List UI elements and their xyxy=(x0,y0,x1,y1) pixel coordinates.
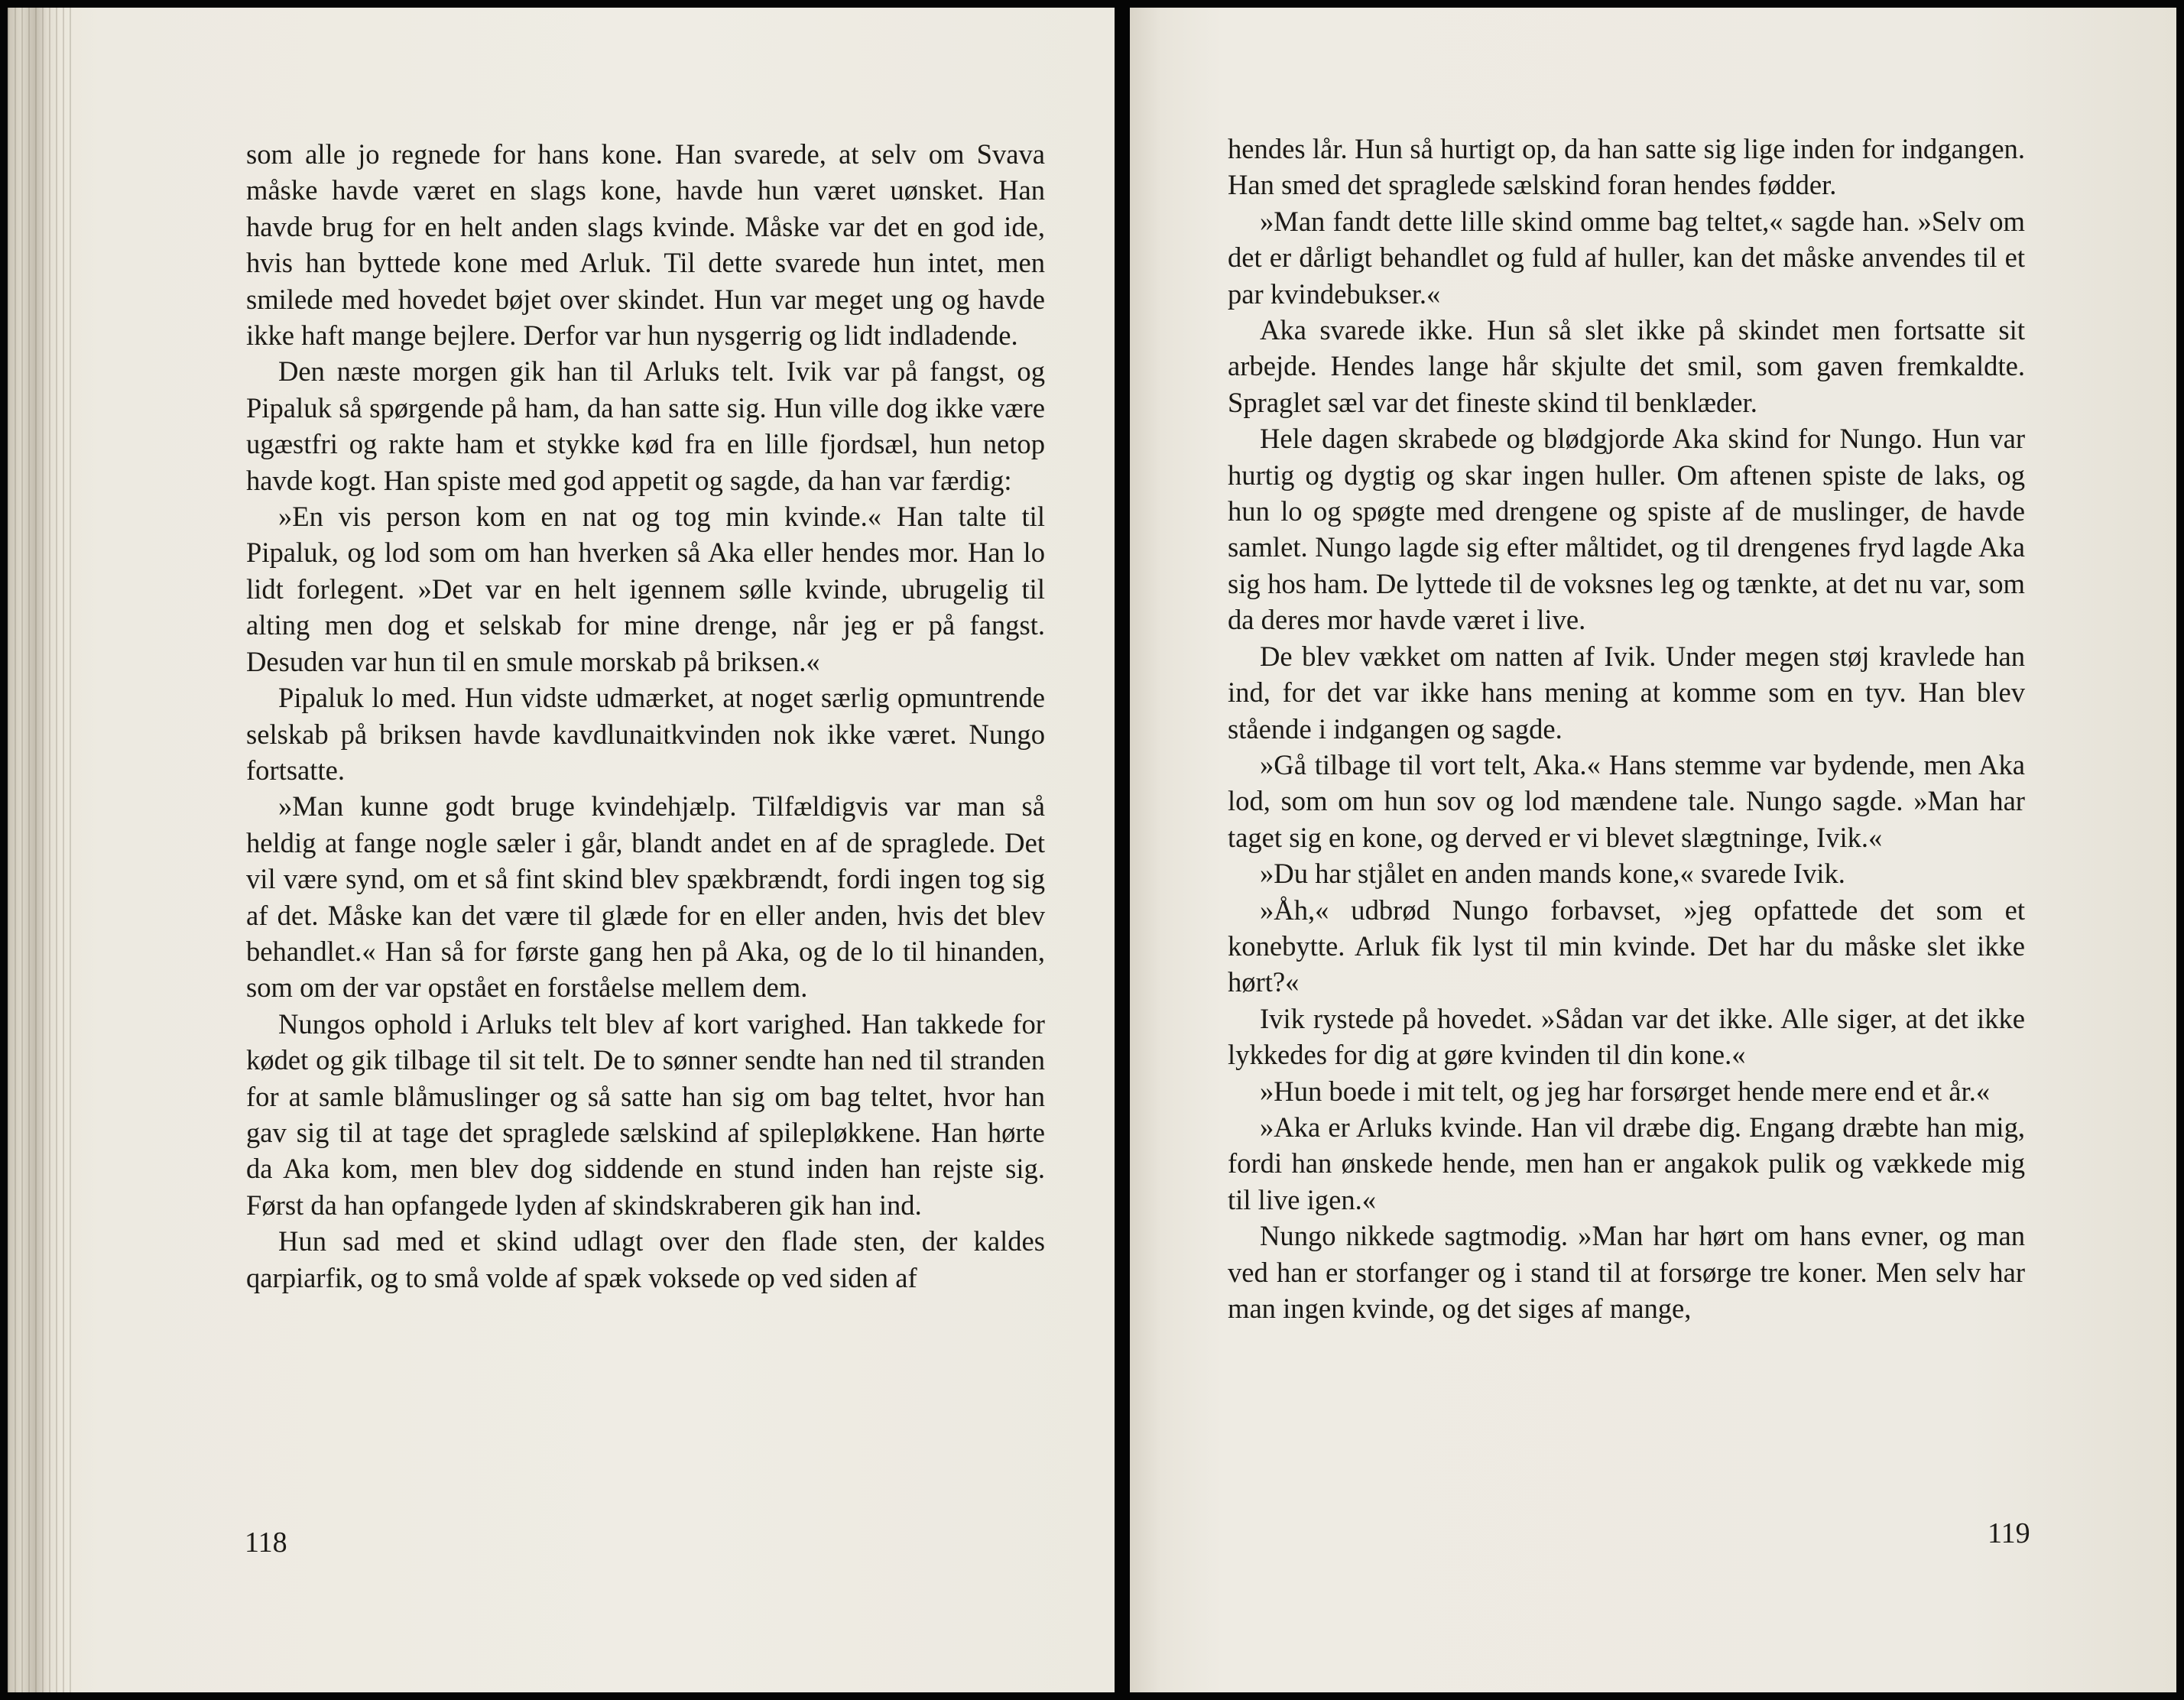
paragraph: »Aka er Arluks kvinde. Han vil dræbe dig. Engang dræbte han mig, fordi han ønskede hende, men han er angakok pulik og vækkede mig til live igen.« xyxy=(1228,1111,2025,1215)
right-book-page xyxy=(1130,8,2176,1692)
paragraph: Nungo nikkede sagtmodig. »Man har hørt om hans evner, og man ved han er storfanger og i stand til at forsørge tre koner. Men selv har man ingen kvinde, og det siges af mange, xyxy=(1228,1220,2025,1324)
paragraph: »Gå tilbage til vort telt, Aka.« Hans stemme var bydende, men Aka lod, som om hun sov og lod mændene tale. Nungo sagde. »Man har taget sig en kone, og derved er vi blevet slægtninge, Ivik.« xyxy=(1228,748,2025,853)
paragraph: »Man fandt dette lille skind omme bag teltet,« sagde han. »Selv om det er dårligt behandlet og fuld af huller, kan det måske anvendes til et par kvindebukser.« xyxy=(1228,205,2025,310)
paragraph: Pipaluk lo med. Hun vidste udmærket, at noget særlig opmuntrende selskab på briksen havde kavdlunaitkvinden nok ikke været. Nungo fortsatte. xyxy=(246,682,1045,786)
paragraph: Hele dagen skrabede og blødgjorde Aka skind for Nungo. Hun var hurtig og dygtig og skar ingen huller. Om aftenen spiste de laks, og hun lo og spøgte med drengene og spiste af de muslinger, de havde samlet. Nungo lagde sig efter måltidet, og til drengenes fryd lagde Aka sig hos ham. De lyttede til de voksnes leg og tænkte, at det nu var, som da deres mor havde været i live. xyxy=(1228,423,2025,636)
left-book-page xyxy=(8,8,1115,1692)
right-page-text xyxy=(1228,131,2025,1326)
paragraph: »Åh,« udbrød Nungo forbavset, »jeg opfattede det som et konebytte. Arluk fik lyst til min kvinde. Det har du måske slet ikke hørt?« xyxy=(1228,894,2025,998)
left-page-text xyxy=(246,136,1045,1296)
paragraph: »Du har stjålet en anden mands kone,« svarede Ivik. xyxy=(1260,858,1845,890)
paragraph: hendes lår. Hun så hurtigt op, da han satte sig lige inden for indgangen. Han smed det spraglede sælskind foran hendes fødder. xyxy=(1228,133,2025,201)
page-number: 118 xyxy=(245,1526,287,1559)
paragraph: De blev vækket om natten af Ivik. Under megen støj kravlede han ind, for det var ikke hans mening at komme som en tyv. Han blev stående i indgangen og sagde. xyxy=(1228,640,2025,745)
paragraph: »Hun boede i mit telt, og jeg har forsørget hende mere end et år.« xyxy=(1260,1075,1991,1107)
paragraph: som alle jo regnede for hans kone. Han svarede, at selv om Svava måske havde været en slags kone, havde hun været uønsket. Han havde brug for en helt anden slags kvinde. Måske var det en god ide, hvis han byttede kone med Arluk. Til dette svarede hun intet, men smilede med hovedet bøjet over skindet. Hun var meget ung og havde ikke haft mange bejlere. Derfor var hun nysgerrig og lidt indladende. xyxy=(246,138,1045,352)
paragraph: Hun sad med et skind udlagt over den flade sten, der kaldes qarpiarfik, og to små volde af spæk voksede op ved siden af xyxy=(246,1225,1045,1293)
page-number: 119 xyxy=(1988,1517,2030,1549)
paragraph: Ivik rystede på hovedet. »Sådan var det ikke. Alle siger, at det ikke lykkedes for dig at gøre kvinden til din kone.« xyxy=(1228,1002,2025,1071)
paragraph: Nungos ophold i Arluks telt blev af kort varighed. Han takkede for kødet og gik tilbage til sit telt. De to sønner sendte han ned til stranden for at samle blåmuslinger og så satte han sig om bag teltet, hvor han gav sig til at tage det spraglede sælskind af spilepløkkene. Han hørte da Aka kom, men blev dog siddende en stund inden han rejste sig. Først da han opfangede lyden af skindskraberen gik han ind. xyxy=(246,1007,1045,1221)
paragraph: Aka svarede ikke. Hun så slet ikke på skindet men fortsatte sit arbejde. Hendes lange hår skjulte det smil, som gaven fremkaldte. Spraglet sæl var det fineste skind til benklæder. xyxy=(1228,314,2025,418)
paragraph: »En vis person kom en nat og tog min kvinde.« Han talte til Pipaluk, og lod som om han hverken så Aka eller hendes mor. Han lo lidt forlegent. »Det var en helt igennem sølle kvinde, ubrugelig til alting men dog et selskab for mine drenge, når jeg er på fangst. Desuden var hun til en smule morskab på briksen.« xyxy=(246,501,1045,677)
page-edge-stack xyxy=(8,8,76,1692)
paragraph: Den næste morgen gik han til Arluks telt. Ivik var på fangst, og Pipaluk så spørgende på ham, da han satte sig. Hun ville dog ikke være ugæstfri og rakte ham et stykke kød fra en lille fjordsæl, hun netop havde kogt. Han spiste med god appetit og sagde, da han var færdig: xyxy=(246,355,1045,496)
paragraph: »Man kunne godt bruge kvindehjælp. Tilfældigvis var man så heldig at fange nogle sæler i går, blandt andet en af de spraglede. Det vil være synd, om et så fint skind blev spækbrændt, fordi ingen tog sig af det. Måske kan det være til glæde for en eller anden, hvis det blev behandlet.« Han så for første gang hen på Aka, og de lo til hinanden, som om der var opstået en forståelse mellem dem. xyxy=(246,790,1045,1004)
